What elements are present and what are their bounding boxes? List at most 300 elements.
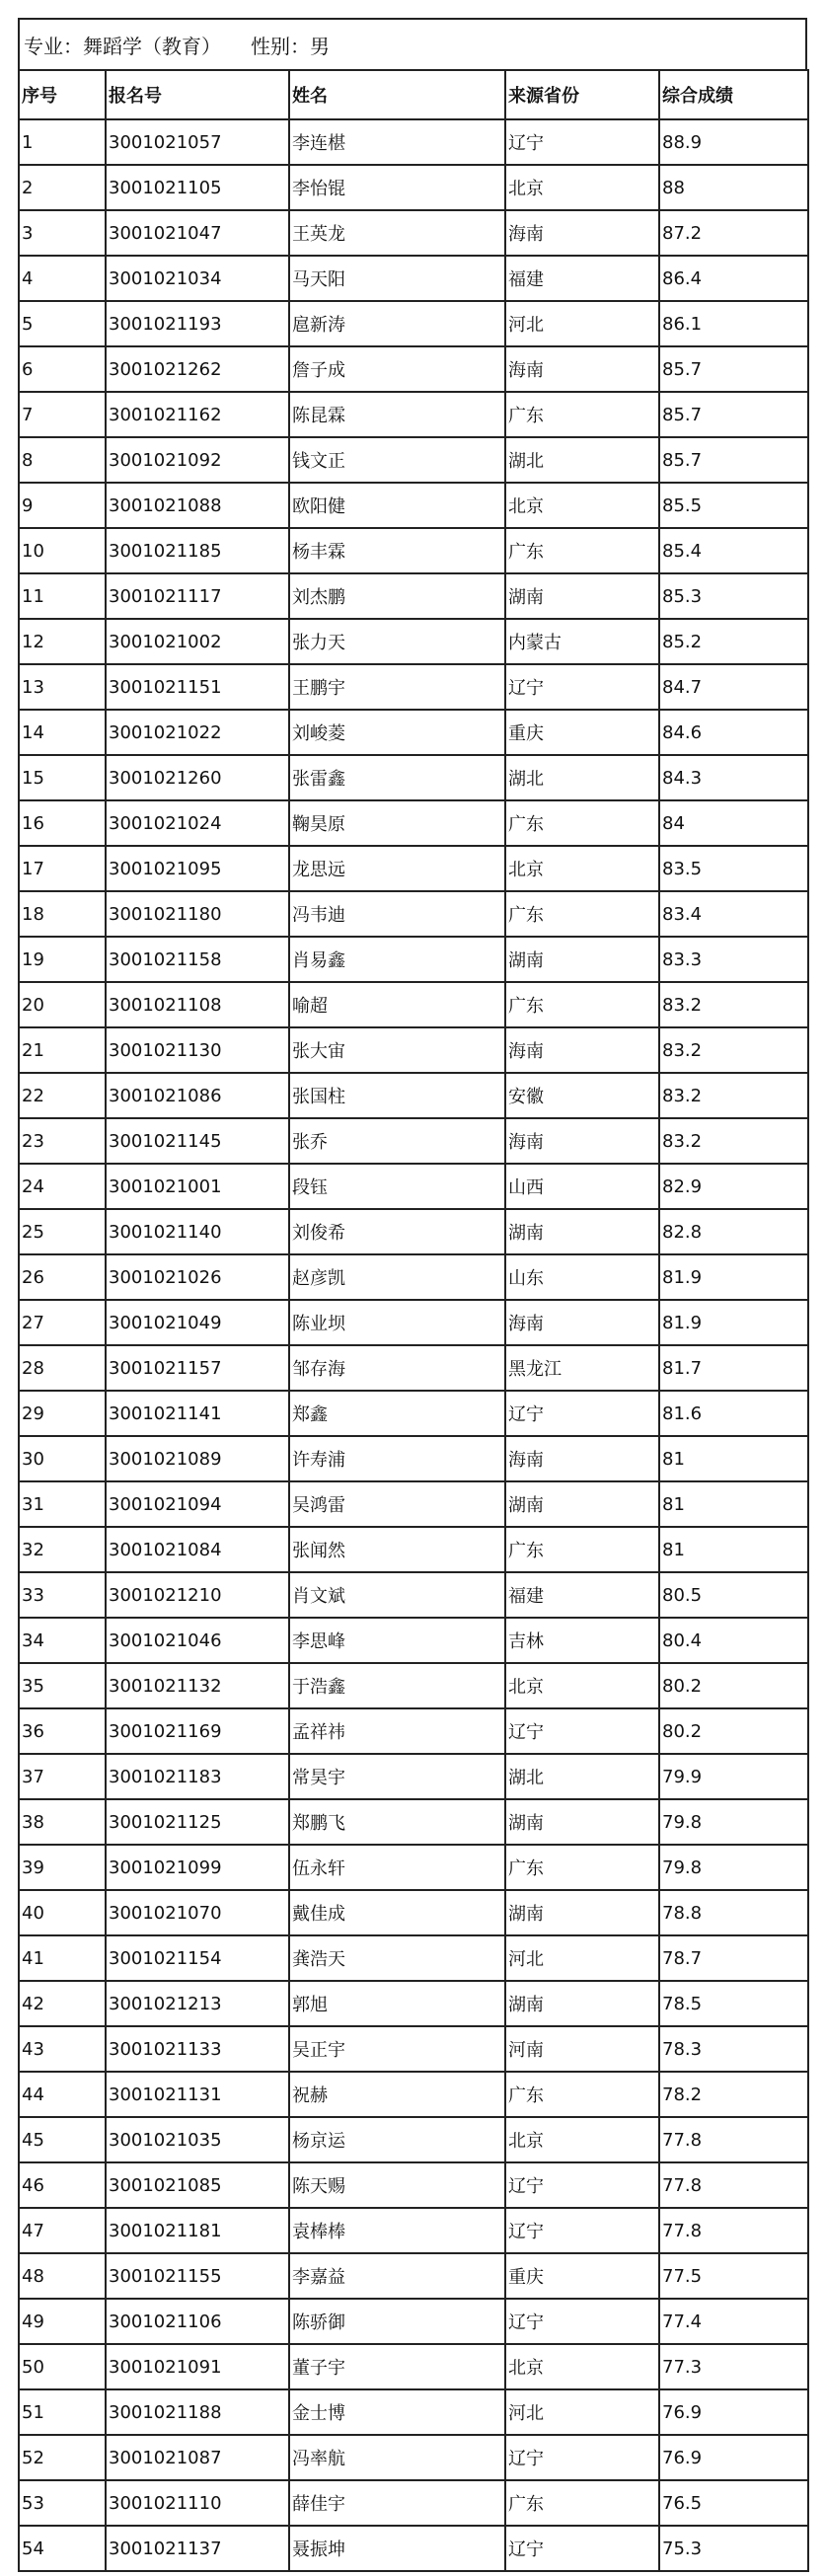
cell-score: 80.5	[659, 1572, 808, 1618]
cell-province: 湖南	[505, 1890, 659, 1935]
cell-province: 福建	[505, 256, 659, 301]
cell-province: 湖南	[505, 1981, 659, 2026]
cell-score: 77.5	[659, 2253, 808, 2299]
cell-name: 邹存海	[289, 1345, 505, 1391]
cell-index: 49	[19, 2299, 106, 2344]
cell-registration-no: 3001021193	[106, 301, 289, 346]
cell-name: 李思峰	[289, 1618, 505, 1663]
cell-score: 85.7	[659, 346, 808, 392]
cell-name: 詹子成	[289, 346, 505, 392]
table-row	[19, 1708, 808, 1754]
cell-registration-no: 3001021181	[106, 2208, 289, 2253]
cell-score: 83.3	[659, 937, 808, 982]
cell-province: 湖南	[505, 1209, 659, 1254]
cell-registration-no: 3001021110	[106, 2480, 289, 2526]
cell-index: 20	[19, 982, 106, 1027]
cell-index: 29	[19, 1391, 106, 1436]
cell-registration-no: 3001021001	[106, 1164, 289, 1209]
cell-score: 81.9	[659, 1254, 808, 1300]
cell-province: 广东	[505, 800, 659, 846]
cell-registration-no: 3001021035	[106, 2117, 289, 2162]
cell-score: 85.5	[659, 483, 808, 528]
table-row	[19, 2072, 808, 2117]
cell-registration-no: 3001021188	[106, 2389, 289, 2435]
table-row	[19, 573, 808, 619]
cell-province: 福建	[505, 1572, 659, 1618]
cell-index: 31	[19, 1481, 106, 1527]
cell-index: 53	[19, 2480, 106, 2526]
cell-province: 辽宁	[505, 2526, 659, 2571]
table-row	[19, 1391, 808, 1436]
cell-score: 84	[659, 800, 808, 846]
cell-score: 86.4	[659, 256, 808, 301]
column-header-province: 来源省份	[505, 70, 659, 119]
table-row	[19, 1845, 808, 1890]
cell-score: 77.8	[659, 2162, 808, 2208]
cell-registration-no: 3001021145	[106, 1118, 289, 1164]
cell-index: 6	[19, 346, 106, 392]
table-body	[19, 119, 808, 2571]
cell-name: 李怡锟	[289, 165, 505, 210]
cell-score: 78.7	[659, 1935, 808, 1981]
table-row	[19, 891, 808, 937]
cell-score: 86.1	[659, 301, 808, 346]
cell-score: 78.3	[659, 2026, 808, 2072]
cell-score: 88.9	[659, 119, 808, 165]
table-row	[19, 2389, 808, 2435]
cell-province: 辽宁	[505, 1391, 659, 1436]
cell-index: 10	[19, 528, 106, 573]
cell-name: 王英龙	[289, 210, 505, 256]
table-row	[19, 1164, 808, 1209]
cell-name: 欧阳健	[289, 483, 505, 528]
cell-name: 伍永轩	[289, 1845, 505, 1890]
table-row	[19, 846, 808, 891]
cell-registration-no: 3001021155	[106, 2253, 289, 2299]
cell-province: 湖南	[505, 937, 659, 982]
cell-score: 75.3	[659, 2526, 808, 2571]
cell-registration-no: 3001021084	[106, 1527, 289, 1572]
table-row	[19, 1799, 808, 1845]
cell-index: 30	[19, 1436, 106, 1481]
cell-score: 85.7	[659, 392, 808, 437]
cell-name: 张力天	[289, 619, 505, 664]
cell-name: 喻超	[289, 982, 505, 1027]
table-row	[19, 119, 808, 165]
cell-name: 段钰	[289, 1164, 505, 1209]
cell-province: 辽宁	[505, 1708, 659, 1754]
cell-index: 36	[19, 1708, 106, 1754]
table-row	[19, 937, 808, 982]
cell-name: 张国柱	[289, 1073, 505, 1118]
cell-index: 54	[19, 2526, 106, 2571]
sheet-header	[18, 18, 807, 69]
cell-score: 85.4	[659, 528, 808, 573]
cell-name: 常昊宇	[289, 1754, 505, 1799]
cell-registration-no: 3001021158	[106, 937, 289, 982]
cell-index: 16	[19, 800, 106, 846]
gender-label: 性别：男	[251, 34, 330, 58]
cell-registration-no: 3001021140	[106, 1209, 289, 1254]
cell-index: 13	[19, 664, 106, 710]
cell-index: 21	[19, 1027, 106, 1073]
cell-name: 郭旭	[289, 1981, 505, 2026]
cell-name: 张雷鑫	[289, 755, 505, 800]
cell-registration-no: 3001021141	[106, 1391, 289, 1436]
cell-name: 戴佳成	[289, 1890, 505, 1935]
cell-score: 81	[659, 1436, 808, 1481]
cell-score: 83.5	[659, 846, 808, 891]
cell-province: 山东	[505, 1254, 659, 1300]
table-row	[19, 2526, 808, 2571]
cell-score: 79.8	[659, 1845, 808, 1890]
cell-index: 14	[19, 710, 106, 755]
cell-score: 83.2	[659, 982, 808, 1027]
cell-province: 山西	[505, 1164, 659, 1209]
cell-index: 2	[19, 165, 106, 210]
table-row	[19, 1118, 808, 1164]
cell-registration-no: 3001021105	[106, 165, 289, 210]
cell-index: 42	[19, 1981, 106, 2026]
cell-name: 李嘉益	[289, 2253, 505, 2299]
cell-province: 湖北	[505, 437, 659, 483]
cell-score: 83.2	[659, 1027, 808, 1073]
column-header-score: 综合成绩	[659, 70, 808, 119]
cell-name: 赵彦凯	[289, 1254, 505, 1300]
cell-province: 海南	[505, 346, 659, 392]
cell-index: 8	[19, 437, 106, 483]
cell-name: 陈天赐	[289, 2162, 505, 2208]
cell-score: 84.7	[659, 664, 808, 710]
cell-registration-no: 3001021213	[106, 1981, 289, 2026]
cell-score: 76.9	[659, 2435, 808, 2480]
cell-province: 海南	[505, 1300, 659, 1345]
table-row	[19, 301, 808, 346]
cell-score: 81.7	[659, 1345, 808, 1391]
cell-name: 钱文正	[289, 437, 505, 483]
table-row	[19, 982, 808, 1027]
table-row	[19, 2480, 808, 2526]
cell-province: 湖南	[505, 1481, 659, 1527]
cell-index: 45	[19, 2117, 106, 2162]
cell-province: 河南	[505, 2026, 659, 2072]
table-row	[19, 1481, 808, 1527]
table-row	[19, 1754, 808, 1799]
cell-index: 44	[19, 2072, 106, 2117]
cell-name: 杨京运	[289, 2117, 505, 2162]
cell-name: 刘俊希	[289, 1209, 505, 1254]
table-row	[19, 619, 808, 664]
table-row	[19, 256, 808, 301]
cell-registration-no: 3001021088	[106, 483, 289, 528]
table-row	[19, 483, 808, 528]
cell-province: 北京	[505, 2344, 659, 2389]
column-header-index: 序号	[19, 70, 106, 119]
cell-index: 50	[19, 2344, 106, 2389]
cell-name: 袁棒棒	[289, 2208, 505, 2253]
cell-registration-no: 3001021108	[106, 982, 289, 1027]
cell-registration-no: 3001021089	[106, 1436, 289, 1481]
cell-registration-no: 3001021162	[106, 392, 289, 437]
cell-province: 内蒙古	[505, 619, 659, 664]
table-row	[19, 755, 808, 800]
cell-province: 广东	[505, 528, 659, 573]
cell-registration-no: 3001021106	[106, 2299, 289, 2344]
cell-score: 81	[659, 1481, 808, 1527]
cell-name: 陈业坝	[289, 1300, 505, 1345]
cell-registration-no: 3001021094	[106, 1481, 289, 1527]
cell-score: 83.2	[659, 1118, 808, 1164]
cell-index: 34	[19, 1618, 106, 1663]
cell-province: 湖南	[505, 573, 659, 619]
cell-registration-no: 3001021125	[106, 1799, 289, 1845]
cell-score: 81.9	[659, 1300, 808, 1345]
table-row	[19, 392, 808, 437]
cell-name: 冯率航	[289, 2435, 505, 2480]
cell-registration-no: 3001021131	[106, 2072, 289, 2117]
cell-score: 85.3	[659, 573, 808, 619]
column-header-registration-no: 报名号	[106, 70, 289, 119]
table-row	[19, 2253, 808, 2299]
cell-province: 辽宁	[505, 2299, 659, 2344]
cell-score: 80.2	[659, 1663, 808, 1708]
cell-province: 辽宁	[505, 119, 659, 165]
cell-registration-no: 3001021130	[106, 1027, 289, 1073]
cell-registration-no: 3001021185	[106, 528, 289, 573]
cell-province: 北京	[505, 165, 659, 210]
cell-score: 81	[659, 1527, 808, 1572]
cell-name: 薛佳宇	[289, 2480, 505, 2526]
cell-province: 重庆	[505, 2253, 659, 2299]
cell-name: 郑鹏飞	[289, 1799, 505, 1845]
cell-province: 安徽	[505, 1073, 659, 1118]
cell-name: 杨丰霖	[289, 528, 505, 573]
cell-province: 河北	[505, 2389, 659, 2435]
cell-score: 77.8	[659, 2208, 808, 2253]
table-row	[19, 1572, 808, 1618]
cell-registration-no: 3001021157	[106, 1345, 289, 1391]
cell-score: 77.4	[659, 2299, 808, 2344]
table-row	[19, 1935, 808, 1981]
results-table	[18, 69, 809, 2572]
cell-registration-no: 3001021046	[106, 1618, 289, 1663]
cell-index: 47	[19, 2208, 106, 2253]
cell-province: 湖北	[505, 1754, 659, 1799]
cell-index: 51	[19, 2389, 106, 2435]
cell-index: 12	[19, 619, 106, 664]
cell-registration-no: 3001021151	[106, 664, 289, 710]
cell-index: 35	[19, 1663, 106, 1708]
table-row	[19, 2344, 808, 2389]
cell-province: 湖北	[505, 755, 659, 800]
cell-registration-no: 3001021092	[106, 437, 289, 483]
cell-index: 18	[19, 891, 106, 937]
cell-index: 37	[19, 1754, 106, 1799]
table-row	[19, 2299, 808, 2344]
cell-province: 广东	[505, 2480, 659, 2526]
table-row	[19, 1890, 808, 1935]
table-row	[19, 210, 808, 256]
cell-province: 北京	[505, 483, 659, 528]
cell-registration-no: 3001021260	[106, 755, 289, 800]
table-row	[19, 1527, 808, 1572]
table-row	[19, 2117, 808, 2162]
table-row	[19, 437, 808, 483]
table-row	[19, 1345, 808, 1391]
cell-province: 海南	[505, 1027, 659, 1073]
cell-registration-no: 3001021183	[106, 1754, 289, 1799]
cell-score: 83.2	[659, 1073, 808, 1118]
table-row	[19, 2026, 808, 2072]
cell-province: 海南	[505, 210, 659, 256]
cell-registration-no: 3001021099	[106, 1845, 289, 1890]
cell-name: 张闻然	[289, 1527, 505, 1572]
table-row	[19, 165, 808, 210]
cell-name: 祝赫	[289, 2072, 505, 2117]
cell-name: 陈昆霖	[289, 392, 505, 437]
cell-registration-no: 3001021262	[106, 346, 289, 392]
cell-name: 鞠昊原	[289, 800, 505, 846]
cell-name: 龙思远	[289, 846, 505, 891]
cell-province: 黑龙江	[505, 1345, 659, 1391]
cell-province: 湖南	[505, 1799, 659, 1845]
cell-index: 28	[19, 1345, 106, 1391]
table-row	[19, 710, 808, 755]
score-sheet	[18, 18, 807, 2572]
table-row	[19, 1254, 808, 1300]
cell-index: 22	[19, 1073, 106, 1118]
table-row	[19, 2162, 808, 2208]
cell-score: 80.2	[659, 1708, 808, 1754]
cell-registration-no: 3001021022	[106, 710, 289, 755]
cell-score: 83.4	[659, 891, 808, 937]
table-row	[19, 346, 808, 392]
cell-province: 广东	[505, 2072, 659, 2117]
cell-registration-no: 3001021086	[106, 1073, 289, 1118]
cell-score: 80.4	[659, 1618, 808, 1663]
cell-score: 78.2	[659, 2072, 808, 2117]
table-row	[19, 1073, 808, 1118]
table-row	[19, 2435, 808, 2480]
table-row	[19, 528, 808, 573]
cell-score: 87.2	[659, 210, 808, 256]
cell-province: 河北	[505, 301, 659, 346]
cell-registration-no: 3001021002	[106, 619, 289, 664]
cell-index: 26	[19, 1254, 106, 1300]
cell-index: 3	[19, 210, 106, 256]
cell-name: 陈骄御	[289, 2299, 505, 2344]
cell-index: 4	[19, 256, 106, 301]
cell-name: 肖易鑫	[289, 937, 505, 982]
cell-province: 海南	[505, 1118, 659, 1164]
cell-registration-no: 3001021095	[106, 846, 289, 891]
cell-registration-no: 3001021154	[106, 1935, 289, 1981]
cell-index: 9	[19, 483, 106, 528]
cell-name: 金士博	[289, 2389, 505, 2435]
cell-province: 吉林	[505, 1618, 659, 1663]
cell-name: 刘杰鹏	[289, 573, 505, 619]
cell-name: 聂振坤	[289, 2526, 505, 2571]
cell-score: 84.6	[659, 710, 808, 755]
cell-name: 刘峻菱	[289, 710, 505, 755]
cell-index: 15	[19, 755, 106, 800]
table-row	[19, 664, 808, 710]
cell-score: 82.8	[659, 1209, 808, 1254]
cell-index: 11	[19, 573, 106, 619]
table-row	[19, 1027, 808, 1073]
cell-index: 7	[19, 392, 106, 437]
cell-registration-no: 3001021034	[106, 256, 289, 301]
column-header-name: 姓名	[289, 70, 505, 119]
cell-province: 北京	[505, 2117, 659, 2162]
cell-index: 32	[19, 1527, 106, 1572]
cell-name: 董子宇	[289, 2344, 505, 2389]
cell-score: 78.5	[659, 1981, 808, 2026]
cell-registration-no: 3001021210	[106, 1572, 289, 1618]
cell-name: 于浩鑫	[289, 1663, 505, 1708]
cell-index: 17	[19, 846, 106, 891]
table-row	[19, 1663, 808, 1708]
cell-registration-no: 3001021047	[106, 210, 289, 256]
table-header-row	[19, 70, 808, 119]
cell-province: 广东	[505, 392, 659, 437]
cell-name: 扈新涛	[289, 301, 505, 346]
cell-registration-no: 3001021026	[106, 1254, 289, 1300]
cell-province: 河北	[505, 1935, 659, 1981]
cell-registration-no: 3001021091	[106, 2344, 289, 2389]
cell-registration-no: 3001021085	[106, 2162, 289, 2208]
cell-registration-no: 3001021057	[106, 119, 289, 165]
cell-name: 张乔	[289, 1118, 505, 1164]
cell-index: 33	[19, 1572, 106, 1618]
table-row	[19, 1618, 808, 1663]
cell-province: 广东	[505, 1527, 659, 1572]
cell-name: 吴鸿雷	[289, 1481, 505, 1527]
major-label: 专业：舞蹈学（教育）	[24, 34, 221, 58]
cell-score: 77.8	[659, 2117, 808, 2162]
cell-score: 79.8	[659, 1799, 808, 1845]
table-row	[19, 2208, 808, 2253]
cell-index: 40	[19, 1890, 106, 1935]
table-row	[19, 1981, 808, 2026]
cell-name: 冯韦迪	[289, 891, 505, 937]
cell-registration-no: 3001021169	[106, 1708, 289, 1754]
cell-index: 5	[19, 301, 106, 346]
cell-name: 肖文斌	[289, 1572, 505, 1618]
cell-name: 张大宙	[289, 1027, 505, 1073]
cell-registration-no: 3001021049	[106, 1300, 289, 1345]
table-row	[19, 1300, 808, 1345]
cell-province: 重庆	[505, 710, 659, 755]
cell-province: 辽宁	[505, 2162, 659, 2208]
cell-score: 85.7	[659, 437, 808, 483]
cell-province: 北京	[505, 1663, 659, 1708]
cell-province: 广东	[505, 982, 659, 1027]
cell-index: 46	[19, 2162, 106, 2208]
cell-name: 郑鑫	[289, 1391, 505, 1436]
cell-score: 84.3	[659, 755, 808, 800]
cell-name: 孟祥祎	[289, 1708, 505, 1754]
cell-province: 辽宁	[505, 664, 659, 710]
cell-index: 23	[19, 1118, 106, 1164]
cell-province: 辽宁	[505, 2435, 659, 2480]
cell-registration-no: 3001021087	[106, 2435, 289, 2480]
cell-registration-no: 3001021180	[106, 891, 289, 937]
cell-name: 王鹏宇	[289, 664, 505, 710]
table-row	[19, 800, 808, 846]
table-row	[19, 1209, 808, 1254]
cell-score: 81.6	[659, 1391, 808, 1436]
